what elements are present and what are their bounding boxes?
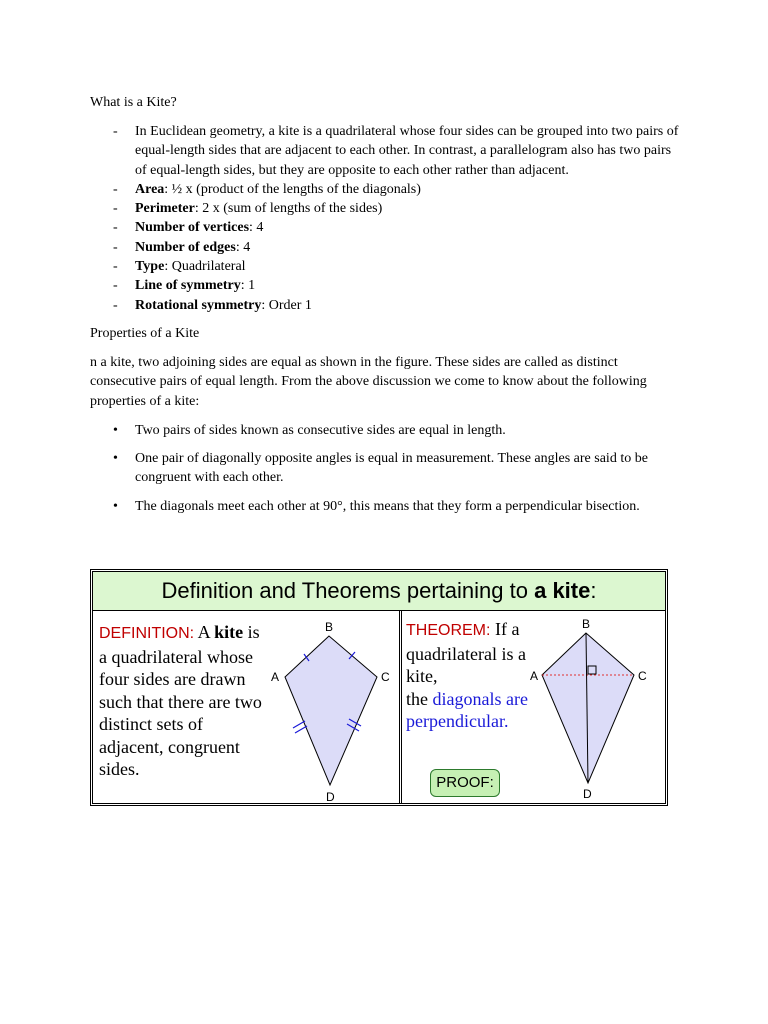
kite-definition-item: - In Euclidean geometry, a kite is a quadrilateral whose four sides can be grouped into two pairs of equal-length sides that are adjacent to each other. In contrast, a parallelogram also has two pairs of equal-length sides, but they are opposite to each other rather than adjacent. xyxy=(90,122,680,180)
properties-list xyxy=(90,421,680,516)
proof-button[interactable]: PROOF: xyxy=(430,769,500,797)
vertex-label-c: C xyxy=(381,670,390,684)
vertex-label-d: D xyxy=(583,787,592,801)
fact-value: : 4 xyxy=(249,220,264,236)
theorem-text-2: the xyxy=(406,688,433,709)
figure-title xyxy=(93,572,665,611)
tick-mark xyxy=(295,726,307,733)
theorem-text xyxy=(406,618,531,733)
figure-title-prefix: Definition and Theorems pertaining to xyxy=(161,578,535,603)
fact-area xyxy=(90,180,680,199)
fact-perimeter xyxy=(90,199,680,218)
vertex-label-b: B xyxy=(325,620,334,634)
properties-heading: Properties of a Kite xyxy=(90,325,200,341)
document-body xyxy=(90,94,680,525)
vertex-label-a: A xyxy=(271,670,280,684)
definition-kite: kite xyxy=(214,622,244,642)
property-item: • One pair of diagonally opposite angles is equal in measurement. These angles are said to be congruent with each other. xyxy=(90,449,680,488)
fact-value: : Quadrilateral xyxy=(164,259,246,275)
properties-paragraph: n a kite, two adjoining sides are equal as shown in the figure. These sides are called as distinct consecutive pairs of equal length. From the above discussion we come to know about the following properties of a kite: xyxy=(90,354,647,409)
kite-shape xyxy=(285,636,377,785)
figure-title-bold: a kite xyxy=(534,578,591,603)
theorem-label: THEOREM: xyxy=(406,622,491,639)
fact-label: Line of symmetry xyxy=(135,278,241,294)
vertex-label-a: A xyxy=(530,669,539,683)
figure-title-suffix: : xyxy=(590,578,597,603)
fact-symmetry-line xyxy=(90,276,680,295)
fact-label: Number of edges xyxy=(135,239,236,255)
fact-rotational-symmetry xyxy=(90,296,680,315)
vertex-label-b: B xyxy=(582,617,591,631)
theorem-highlight: diagonals are perpendicular. xyxy=(406,688,528,731)
kite-figure xyxy=(90,569,668,806)
vertex-label-c: C xyxy=(638,669,647,683)
kite-diagram-perpendicular xyxy=(530,617,665,812)
definition-label: DEFINITION: xyxy=(99,625,195,642)
definition-text xyxy=(99,621,269,781)
fact-label: Area xyxy=(135,181,165,197)
property-item: • Two pairs of sides known as consecutive sides are equal in length. xyxy=(90,421,680,440)
fact-value: : 2 x (sum of lengths of the sides) xyxy=(194,201,383,217)
fact-value: : Order 1 xyxy=(261,297,312,313)
fact-label: Rotational symmetry xyxy=(135,297,262,313)
definition-panel xyxy=(93,611,402,803)
kite-diagram-congruent xyxy=(263,617,403,812)
vertex-label-d: D xyxy=(326,790,335,804)
fact-edges xyxy=(90,238,680,257)
definition-rest: is a quadrilateral whose four sides are drawn such that there are two distinct sets of adjacent, congruent sides. xyxy=(99,622,262,779)
fact-label: Number of vertices xyxy=(135,220,250,236)
fact-value: : 4 xyxy=(235,239,251,255)
property-item: • The diagonals meet each other at 90°, this means that they form a perpendicular bisection. xyxy=(90,497,680,516)
kite-heading: What is a Kite? xyxy=(90,95,177,110)
fact-value: : ½ x (product of the lengths of the diagonals) xyxy=(164,181,421,197)
fact-label: Perimeter xyxy=(135,201,195,217)
fact-value: : 1 xyxy=(240,278,256,294)
theorem-panel xyxy=(402,611,665,803)
fact-vertices xyxy=(90,218,680,237)
fact-type xyxy=(90,257,680,276)
kite-facts-list xyxy=(90,122,680,315)
tick-mark xyxy=(293,721,305,728)
definition-a: A xyxy=(194,622,215,642)
fact-label: Type xyxy=(135,259,165,275)
theorem-text-1: If a quadrilateral is a kite, xyxy=(406,619,526,686)
